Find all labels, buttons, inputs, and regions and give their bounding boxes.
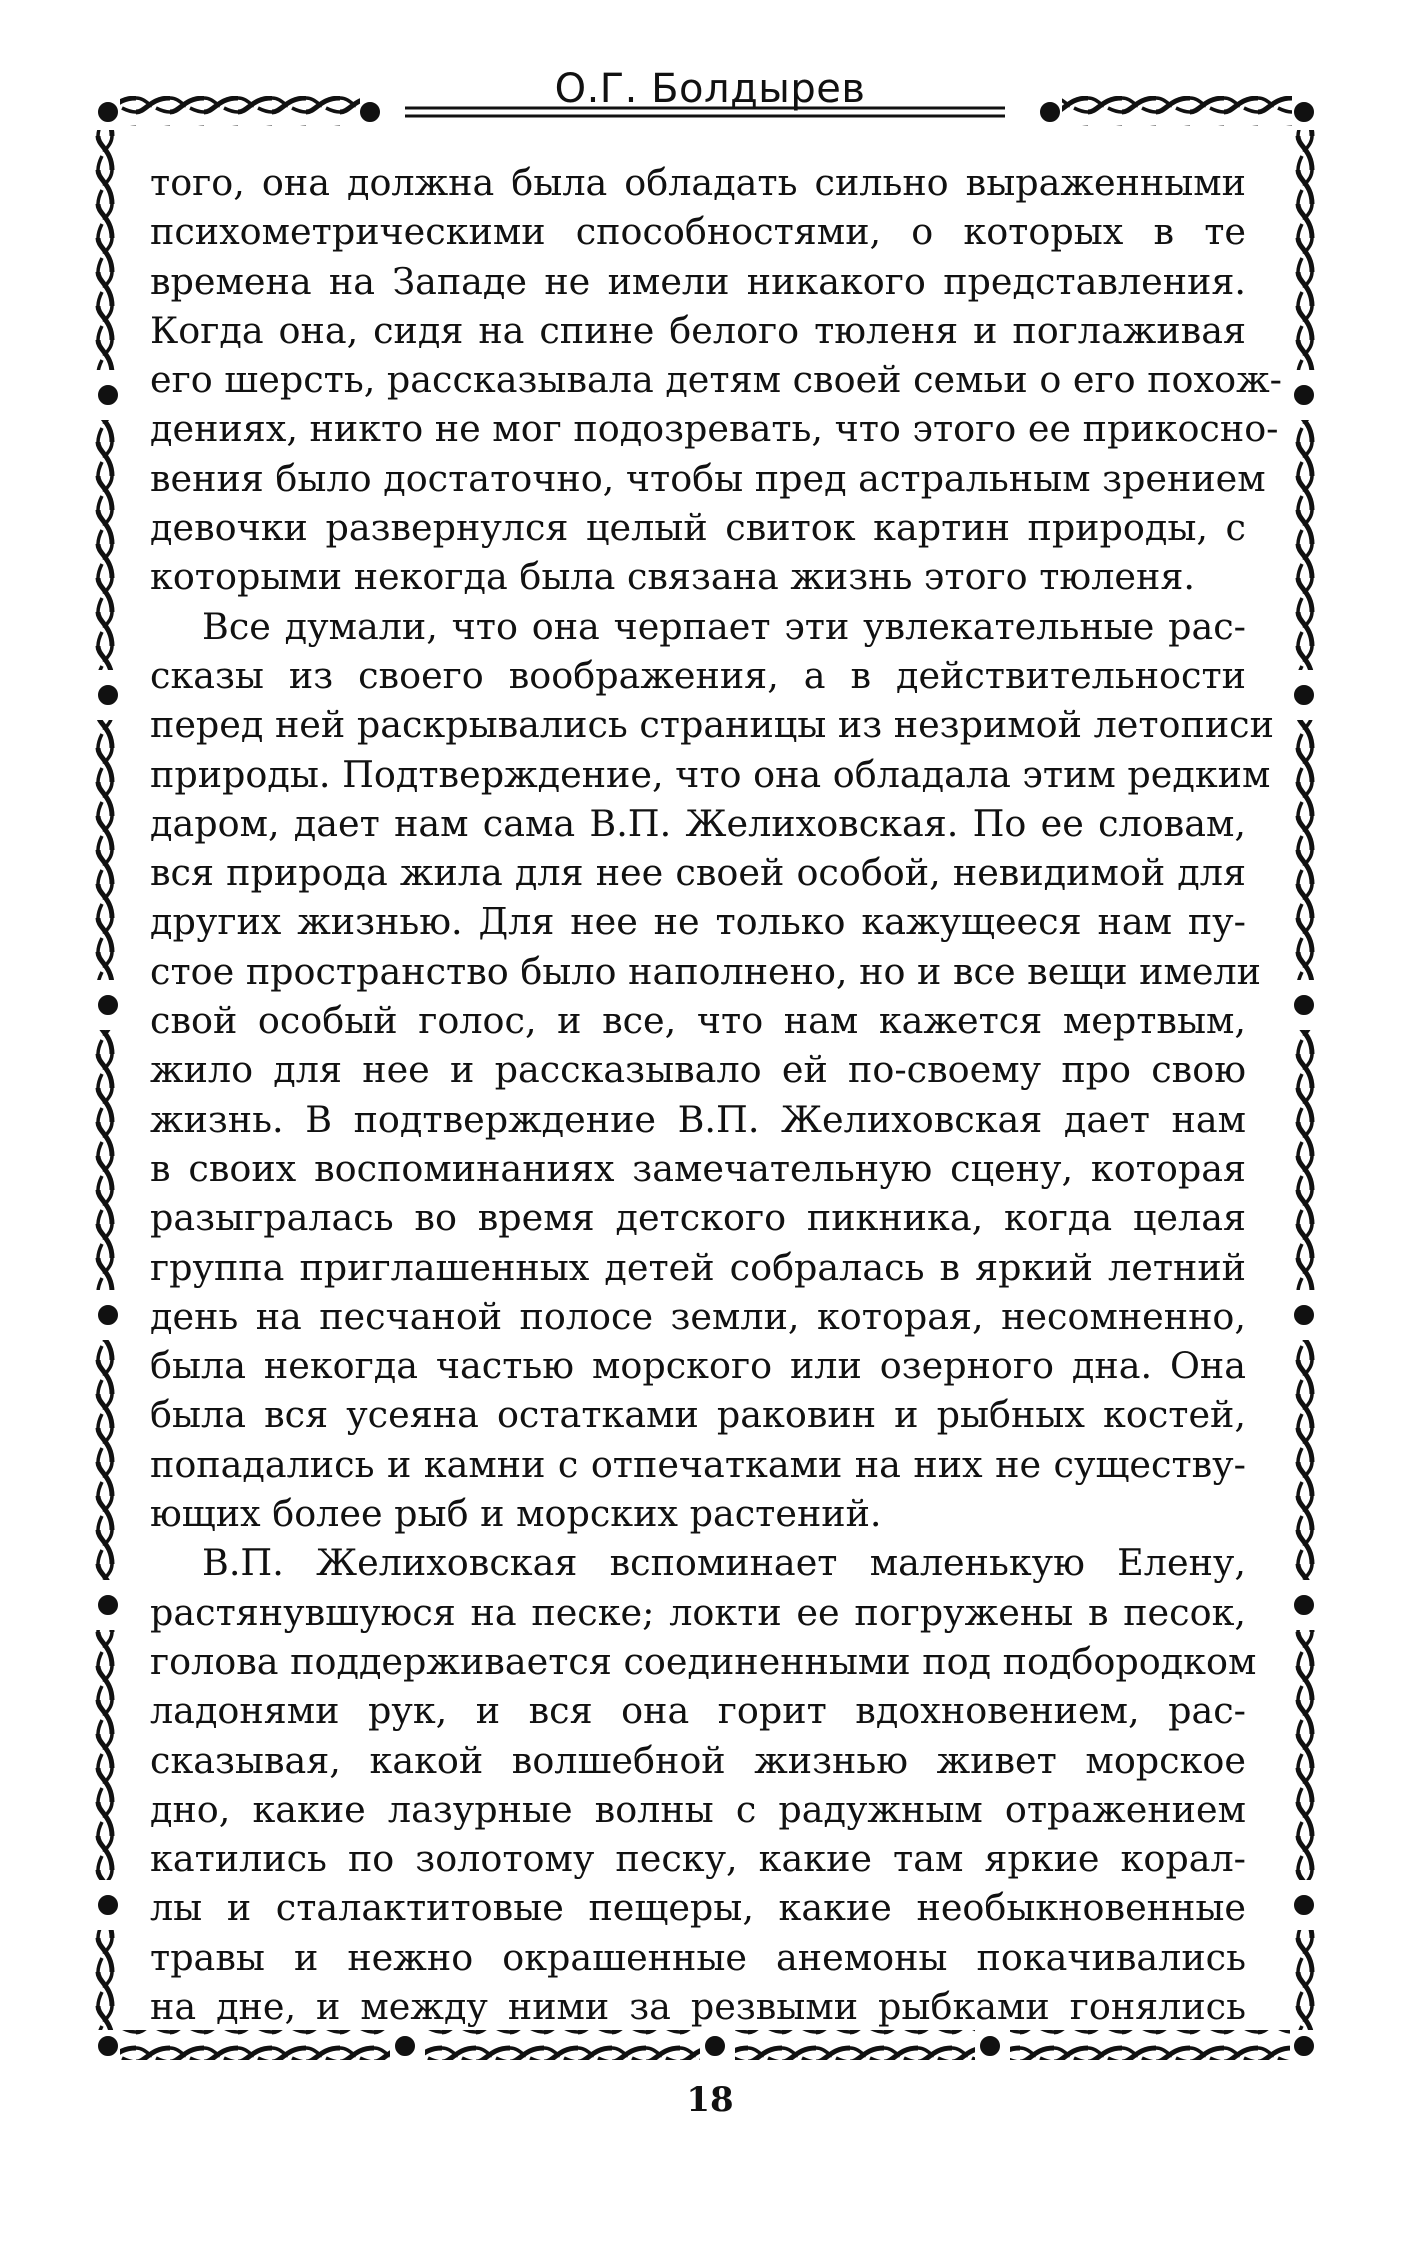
text-line: свой особый голос, и все, что нам кажется мертвым,	[150, 999, 1246, 1043]
text-line: стое пространство было наполнено, но и все вещи имели	[150, 949, 1262, 993]
text-line: день на песчаной полосе земли, которая, несомненно,	[150, 1294, 1246, 1338]
text-line: на дне, и между ними за резвыми рыбками гонялись	[150, 1984, 1246, 2028]
text-line: травы и нежно окрашенные анемоны покачивались	[150, 1935, 1246, 1979]
text-line: жизнь. В подтверждение В.П. Желиховская дает нам	[150, 1097, 1246, 1141]
text-line: времена на Западе не имели никакого представления.	[150, 259, 1246, 303]
text-line: дениях, никто не мог подозревать, что этого ее прикосно-	[150, 407, 1279, 451]
text-line: голова поддерживается соединенными под подбородком	[150, 1639, 1257, 1683]
text-line: того, она должна была обладать сильно выраженными	[150, 161, 1246, 204]
text-line: лы и сталактитовые пещеры, какие необыкновенные	[150, 1886, 1246, 1930]
left-border	[94, 130, 124, 2030]
text-line: В.П. Желиховская вспоминает маленькую Елену,	[202, 1541, 1246, 1585]
running-header-title: О.Г. Болдырев	[554, 66, 866, 112]
text-line: сказывая, какой волшебной жизнью живет морское	[150, 1738, 1246, 1782]
right-border	[1288, 130, 1318, 2030]
text-line: была некогда частью морского или озерного дна. Она	[150, 1344, 1246, 1388]
text-line: ладонями рук, и вся она горит вдохновением, рас-	[150, 1689, 1246, 1733]
text-line: была вся усеяна остатками раковин и рыбных костей,	[150, 1393, 1246, 1437]
text-line: Все думали, что она черпает эти увлекательные рас-	[202, 604, 1246, 648]
text-line: вения было достаточно, чтобы пред астральным зрением	[150, 456, 1266, 500]
text-line: других жизнью. Для нее не только кажущееся нам пу-	[150, 900, 1246, 944]
text-line: растянувшуюся на песке; локти ее погружены в песок,	[150, 1590, 1246, 1634]
text-line: попадались и камни с отпечатками на них не существу-	[150, 1442, 1246, 1486]
text-line: психометрическими способностями, о которых в те	[150, 210, 1246, 254]
text-line: девочки развернулся целый свиток картин природы, с	[150, 506, 1246, 550]
text-line: дно, какие лазурные волны с радужным отражением	[150, 1787, 1246, 1831]
page-number: 18	[686, 2080, 734, 2120]
main-body-text	[150, 158, 1282, 2031]
text-line: даром, дает нам сама В.П. Желиховская. По ее словам,	[150, 801, 1246, 845]
text-line: катились по золотому песку, какие там яркие корал-	[150, 1837, 1246, 1881]
text-line: природы. Подтверждение, что она обладала этим редким	[150, 752, 1271, 796]
text-line: его шерсть, рассказывала детям своей семьи о его похож-	[150, 358, 1282, 402]
text-line: вся природа жила для нее своей особой, невидимой для	[150, 851, 1246, 895]
text-line: сказы из своего воображения, а в действительности	[150, 653, 1246, 697]
text-line: в своих воспоминаниях замечательную сцену, которая	[150, 1146, 1246, 1190]
text-line: разыгралась во время детского пикника, когда целая	[150, 1196, 1246, 1240]
text-line: перед ней раскрывались страницы из незримой летописи	[150, 703, 1274, 747]
text-line: группа приглашенных детей собралась в яркий летний	[150, 1245, 1246, 1289]
text-line: которыми некогда была связана жизнь этого тюленя.	[150, 555, 1195, 599]
text-line: ющих более рыб и морских растений.	[150, 1492, 882, 1536]
text-line: жило для нее и рассказывало ей по-своему про свою	[150, 1048, 1246, 1092]
text-line: Когда она, сидя на спине белого тюленя и поглаживая	[150, 308, 1246, 352]
